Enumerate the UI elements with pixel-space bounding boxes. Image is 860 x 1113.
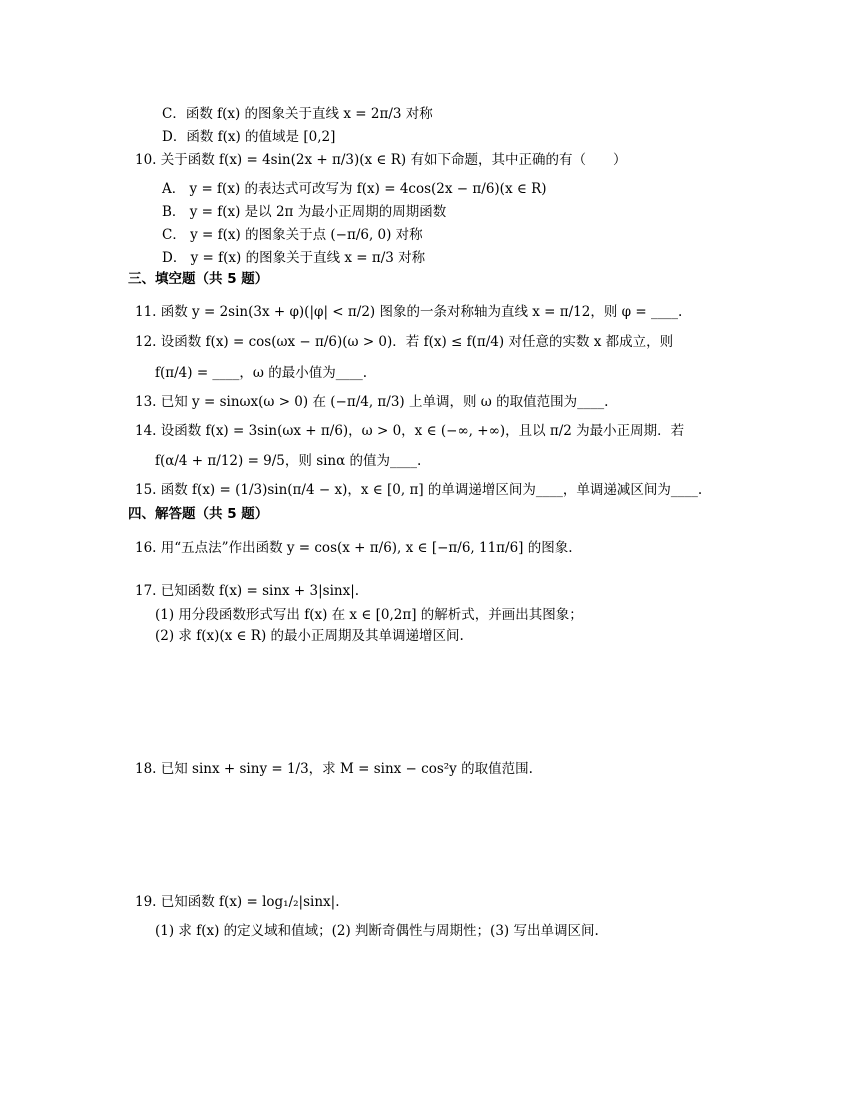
- question-16: 16. 用“五点法”作出函数 y = cos(x + π/6), x ∈ [−π/6, 11π/6] 的图象.: [135, 540, 573, 556]
- question-19: 19. 已知函数 f(x) = log₁/₂|sinx|.: [135, 894, 340, 910]
- question-14: 14. 设函数 f(x) = 3sin(ωx + π/6)，ω > 0，x ∈ (−∞, +∞)，且以 π/2 为最小正周期．若: [135, 423, 685, 439]
- q10-option-a: A． y = f(x) 的表达式可改写为 f(x) = 4cos(2x − π/6)(x ∈ R): [162, 181, 547, 197]
- question-17: 17. 已知函数 f(x) = sinx + 3|sinx|.: [135, 583, 360, 599]
- q10-option-b: B． y = f(x) 是以 2π 为最小正周期的周期函数: [162, 204, 447, 220]
- q10-option-d: D． y = f(x) 的图象关于直线 x = π/3 对称: [162, 250, 426, 266]
- section-3-heading: 三、填空题（共 5 题）: [128, 271, 269, 287]
- q10-option-c: C． y = f(x) 的图象关于点 (−π/6, 0) 对称: [162, 227, 423, 243]
- question-13: 13. 已知 y = sinωx(ω > 0) 在 (−π/4, π/3) 上单调，则 ω 的取值范围为____.: [135, 394, 609, 410]
- question-11: 11. 函数 y = 2sin(3x + φ)(|φ| < π/2) 图象的一条对称轴为直线 x = π/12，则 φ = ____.: [135, 304, 683, 320]
- section-4-heading: 四、解答题（共 5 题）: [128, 506, 269, 522]
- question-12: 12. 设函数 f(x) = cos(ωx − π/6)(ω > 0)．若 f(x) ≤ f(π/4) 对任意的实数 x 都成立，则: [135, 334, 674, 350]
- question-15: 15. 函数 f(x) = (1/3)sin(π/4 − x)，x ∈ [0, π] 的单调递增区间为____，单调递减区间为____.: [135, 482, 703, 498]
- question-10: 10. 关于函数 f(x) = 4sin(2x + π/3)(x ∈ R) 有如下命题，其中正确的有（ ）: [135, 152, 627, 168]
- question-12-cont: f(π/4) = ____，ω 的最小值为____.: [155, 365, 368, 381]
- q19-parts: (1) 求 f(x) 的定义域和值域；(2) 判断奇偶性与周期性；(3) 写出单调区间.: [155, 923, 599, 939]
- option-c-line: C．函数 f(x) 的图象关于直线 x = 2π/3 对称: [162, 106, 433, 122]
- question-18: 18. 已知 sinx + siny = 1/3，求 M = sinx − cos²y 的取值范围.: [135, 761, 533, 777]
- q17-part-1: (1) 用分段函数形式写出 f(x) 在 x ∈ [0,2π] 的解析式，并画出其图象；: [155, 607, 583, 623]
- option-d-line: D．函数 f(x) 的值域是 [0,2]: [162, 129, 336, 145]
- question-14-cont: f(α/4 + π/12) = 9/5，则 sinα 的值为____.: [155, 453, 422, 469]
- q17-part-2: (2) 求 f(x)(x ∈ R) 的最小正周期及其单调递增区间.: [155, 628, 464, 644]
